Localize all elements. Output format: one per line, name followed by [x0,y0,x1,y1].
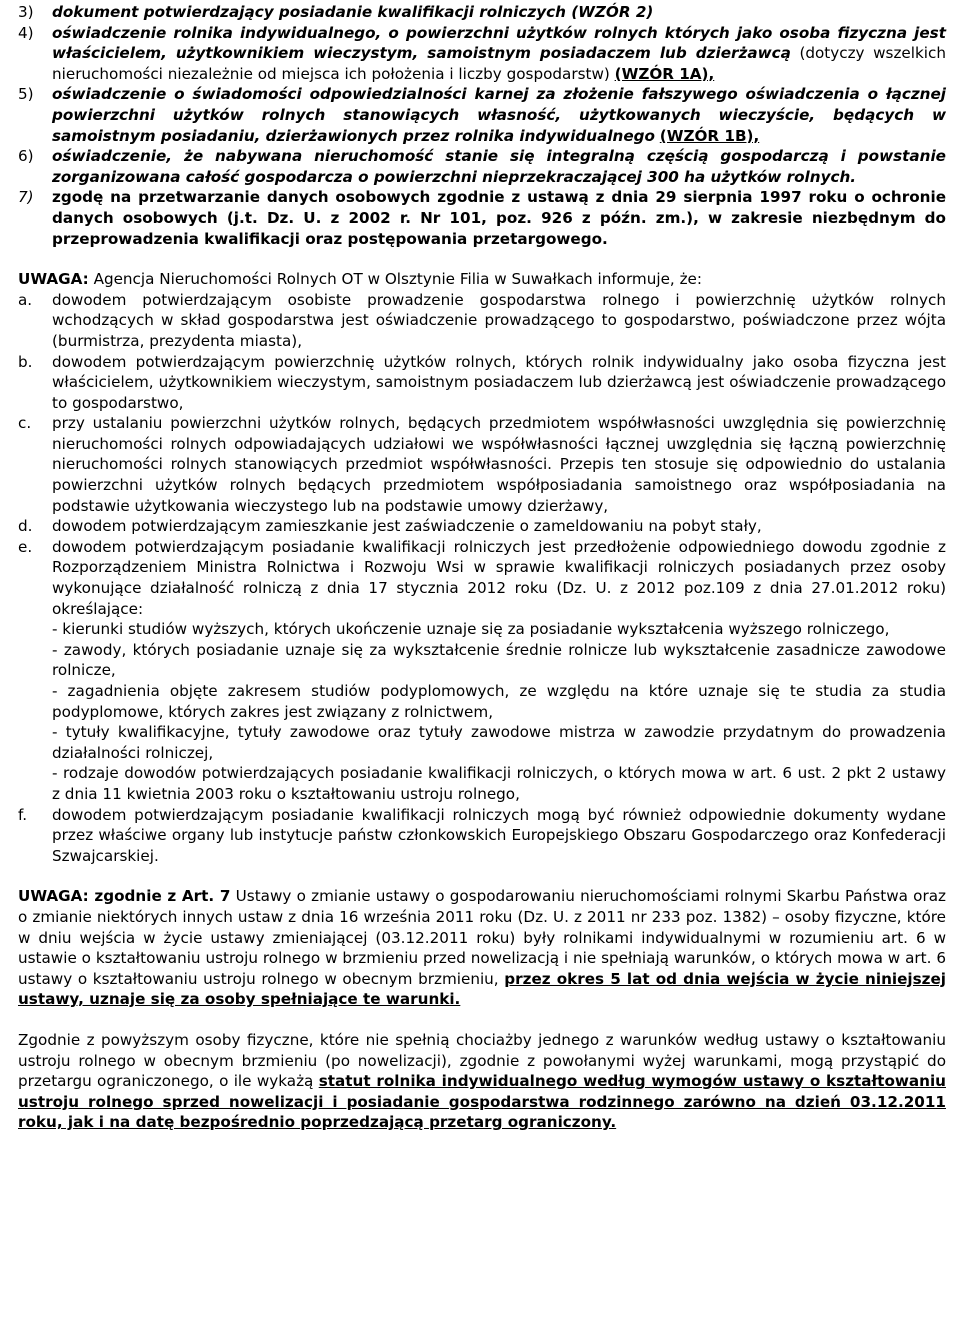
uwaga-item-e [18,537,946,805]
item-letter: b. [18,352,33,371]
uwaga-art7-emphasis: przez okres 5 lat od dnia wejścia w życie niniejszej ustawy, uznaje się za osoby spełniające te warunki. [18,969,946,1009]
list-text-main: oświadczenie rolnika indywidualnego, o powierzchni użytków rolnych których jako osoba fizyczna jest właścicielem, użytkownikiem wieczystym, samoistnym posiadaczem lub dzierżawcą [52,23,946,63]
final-emphasis: statut rolnika indywidualnego według wymogów ustawy o kształtowaniu ustroju rolnego sprzed nowelizacji i posiadanie gospodarstwa rodzinnego zarówno na dzień 03.12.2011 roku, jak i na datę bezpośrednio poprzedzającą przetarg ograniczony. [18,1072,946,1132]
list-item-7 [18,187,946,249]
item-text: przy ustalaniu powierzchni użytków rolnych, będących przedmiotem współwłasności uwzględnia się powierzchnię nieruchomości rolnych odpowiadających udziałowi we współwłasności łącznej uwzględnia się łączną powierzchnię nieruchomości rolnych stanowiących przedmiot współwłasności. Przepis ten stosuje się odpowiednio do ustalania powierzchni użytków rolnych będących przedmiotem współposiadania samoistnego oraz współposiadania na podstawie użytkowania wieczystego lub na podstawie umowy dzierżawy, [52,414,946,515]
final-text: Zgodnie z powyższym osoby fizyczne, które nie spełnią chociażby jednego z warunków według ustawy o kształtowaniu ustroju rolnego w obecnym brzmieniu (po nowelizacji), zgodnie z powołanymi wyżej warunkami, mogą przystąpić do przetargu ograniczonego, o ile wykażą [18,1030,946,1091]
dash-item: - zagadnienia objęte zakresem studiów podyplomowych, ze względu na które uznaje się te studia za studia podyplomowe, których zakres jest związany z rolnictwem, [52,682,946,721]
item-letter: f. [18,805,28,824]
list-text: oświadczenie, że nabywana nieruchomość stanie się integralną częścią gospodarczą i powstanie zorganizowana całość gospodarcza o powierzchni nieprzekraczającej 300 ha użytków rolnych. [52,147,946,186]
uwaga-item-b [18,352,946,414]
uwaga-art7-paragraph [18,886,946,1010]
form-reference: (WZÓR 1A), [614,64,715,83]
item-letter: c. [18,414,32,433]
uwaga-label: UWAGA: [18,270,89,289]
list-item-4 [18,23,946,85]
list-number: 7) [18,188,34,207]
list-number: 6) [18,147,34,166]
uwaga-art7-text: Ustawy o zmianie ustawy o gospodarowaniu nieruchomościami rolnymi Skarbu Państwa oraz o zmianie niektórych innych ustaw z dnia 16 września 2011 roku (Dz. U. z 2011 nr 233 poz. 1382) – osoby fizyczne, które w dniu wejścia w życie ustawy zmieniającej (03.12.2011 roku) były rolnikami indywidualnymi w rozumieniu art. 6 w ustawie o kształtowaniu ustroju rolnego w brzmieniu przed nowelizacją i nie spełniają warunków, o których mowa w art. 6 ustawy o kształtowaniu ustroju rolnego w obecnym brzmieniu, [18,887,946,988]
item-text: dowodem potwierdzającym zamieszkanie jest zaświadczenie o zameldowaniu na pobyt stały, [52,517,762,536]
uwaga-intro-text: Agencja Nieruchomości Rolnych OT w Olsztynie Filia w Suwałkach informuje, że: [93,270,703,289]
form-reference: (WZÓR 1B), [659,126,760,145]
list-number: 3) [18,3,34,21]
list-item-3 [18,2,946,23]
uwaga-item-d [18,516,946,537]
dash-item: - kierunki studiów wyższych, których ukończenie uznaje się za posiadanie wykształcenia wyższego rolniczego, [52,620,890,639]
item-letter: e. [18,537,33,556]
list-number: 5) [18,85,34,104]
item-letter: a. [18,290,33,309]
item-text: dowodem potwierdzającym posiadanie kwalifikacji rolniczych jest przedłożenie odpowiedniego dowodu zgodnie z Rozporządzeniem Ministra Rolnictwa i Rozwoju Wsi w sprawie kwalifikacji rolniczych posiadanych przez osoby wykonujące działalność rolniczą z dnia 17 stycznia 2012 roku (Dz. U. z 2012 poz.109 z dnia 27.01.2012 roku) określające: [52,537,946,618]
item-text: dowodem potwierdzającym powierzchnię użytków rolnych, których rolnik indywidualny jako osoba fizyczna jest właścicielem, użytkownikiem wieczystym, samoistnym posiadaczem lub dzierżawcą jest oświadczenie prowadzącego to gospodarstwo, [52,352,946,412]
list-text-main: oświadczenie o świadomości odpowiedzialności karnej za złożenie fałszywego oświadczenia o łącznej powierzchni użytków rolnych stanowiących własność, użytkowanych wieczyście, będących w samoistnym posiadaniu, dzierżawionych przez rolnika indywidualnego [52,85,946,145]
uwaga-art7-label: UWAGA: zgodnie z Art. 7 [18,887,231,906]
list-text-note: (dotyczy wszelkich nieruchomości niezależnie od miejsca ich położenia i liczby gospodarstw) [52,44,946,83]
list-text [52,84,946,146]
uwaga-item-a [18,290,946,352]
final-paragraph [18,1030,946,1133]
list-text: dokument potwierdzający posiadanie kwalifikacji rolniczych (WZÓR 2) [52,3,654,21]
dash-item: - rodzaje dowodów potwierdzających posiadanie kwalifikacji rolniczych, o których mowa w art. 6 ust. 2 pkt 2 ustawy z dnia 11 kwietnia 2003 roku o kształtowaniu ustroju rolnego, [52,764,946,803]
list-number: 4) [18,23,34,42]
list-item-5 [18,84,946,146]
item-text-wrap [52,537,946,805]
list-text: zgodę na przetwarzanie danych osobowych zgodnie z ustawą z dnia 29 sierpnia 1997 roku o ochronie danych osobowych (j.t. Dz. U. z 2002 r. Nr 101, poz. 926 z późn. zm.), w zakresie niezbędnym do przeprowadzenia kwalifikacji oraz postępowania przetargowego. [52,188,946,248]
dash-item: - tytuły kwalifikacyjne, tytuły zawodowe oraz tytuły zawodowe mistrza w zawodzie przydatnym do prowadzenia działalności rolniczej, [52,723,946,762]
item-text: dowodem potwierdzającym posiadanie kwalifikacji rolniczych mogą być również odpowiednie dokumenty wydane przez właściwe organy lub instytucje państw członkowskich Europejskiego Obszaru Gospodarczego oraz Konfederacji Szwajcarskiej. [52,805,946,865]
uwaga-intro [18,269,946,290]
item-letter: d. [18,517,33,536]
dash-item: - zawody, których posiadanie uznaje się za wykształcenie średnie rolnicze lub wykształcenie zasadnicze zawodowe rolnicze, [52,640,946,680]
uwaga-item-f [18,805,946,867]
list-item-6 [18,146,946,187]
list-text [52,23,946,85]
uwaga-item-c [18,413,946,516]
item-text: dowodem potwierdzającym osobiste prowadzenie gospodarstwa rolnego i powierzchnię użytków rolnych wchodzących w skład gospodarstwa jest oświadczenie prowadzącego to gospodarstwo, poświadczone przez wójta (burmistrza, prezydenta miasta), [52,290,946,350]
uwaga-list [18,290,946,867]
